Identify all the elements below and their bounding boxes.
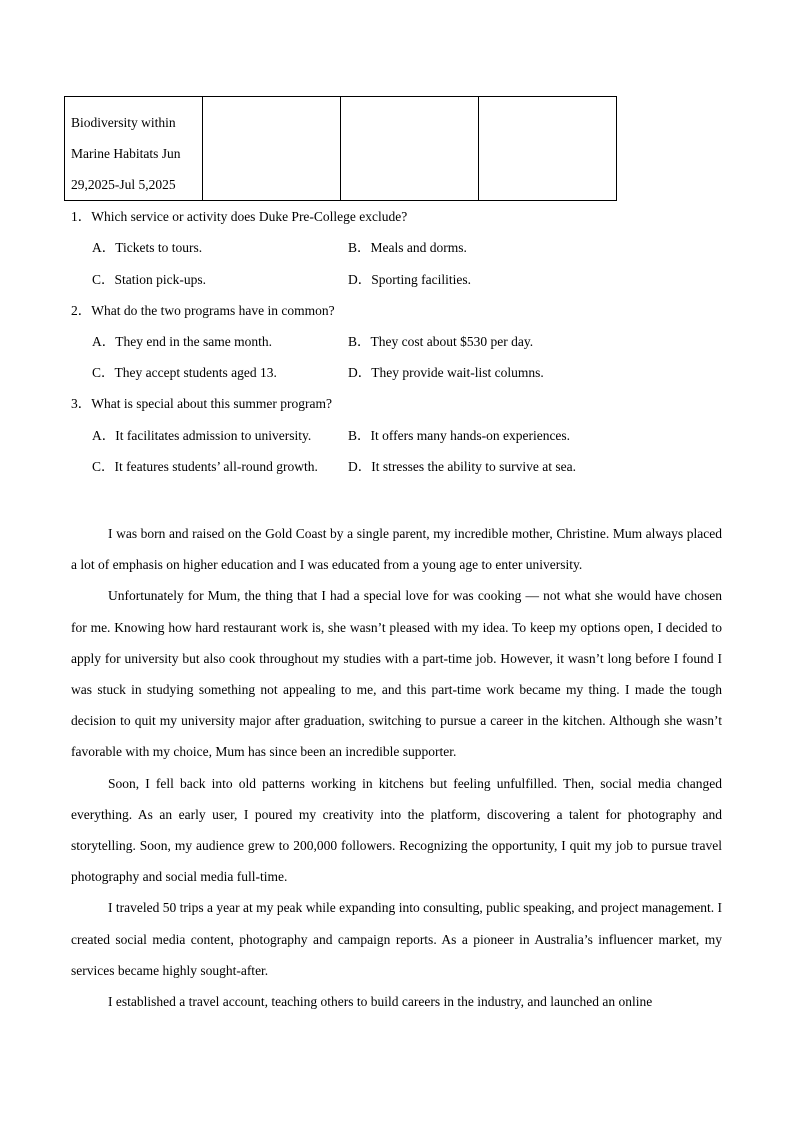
- paragraph: I was born and raised on the Gold Coast by a single parent, my incredible mother, Christine. Mum always placed a lot of emphasis on higher education and I was educated from a young age to enter university.: [71, 526, 722, 573]
- option-a: A．Tickets to tours.: [92, 240, 203, 255]
- option-c: C．Station pick-ups.: [92, 272, 206, 287]
- option-a: A．They end in the same month.: [92, 334, 272, 349]
- question-stem: 3．What is special about this summer program?: [71, 396, 332, 411]
- program-line: Biodiversity within: [71, 115, 176, 130]
- paragraph: Soon, I fell back into old patterns working in kitchens but feeling unfulfilled. Then, social media changed everything. As an early user, I poured my creativity into the platform, discovering a talent for photography and storytelling. Soon, my audience grew to 200,000 followers. Recognizing the opportunity, I quit my job to pursue travel photography and social media full-time.: [71, 775, 722, 885]
- paragraph: I traveled 50 trips a year at my peak while expanding into consulting, public speaking, and project management. I created social media content, photography and campaign reports. As a pioneer in Australia’s influencer market, my services became highly sought-after.: [71, 900, 722, 978]
- paragraph: I established a travel account, teaching others to build careers in the industry, and launched an online: [108, 994, 653, 1010]
- table-cell-empty: [341, 97, 479, 201]
- program-line: 29,2025-Jul 5,2025: [71, 177, 176, 192]
- option-b: B．They cost about $530 per day.: [348, 334, 534, 349]
- option-c: C．It features students’ all-round growth.: [92, 459, 318, 474]
- option-a: A．It facilitates admission to university.: [92, 428, 312, 443]
- option-b: B．It offers many hands-on experiences.: [348, 428, 571, 443]
- option-b: B．Meals and dorms.: [348, 240, 467, 255]
- reading-passage: [71, 518, 722, 1017]
- option-d: D．Sporting facilities.: [348, 272, 471, 287]
- option-d: D．They provide wait-list columns.: [348, 365, 544, 380]
- table-cell-empty: [479, 97, 617, 201]
- paragraph: Unfortunately for Mum, the thing that I had a special love for was cooking — not what she would have chosen for me. Knowing how hard restaurant work is, she wasn’t pleased with my idea. To keep my options open, I decided to apply for university but also cook throughout my studies with a part-time job. However, it wasn’t long before I found I was stuck in studying something not appealing to me, and this part-time work became my thing. I made the tough decision to quit my university major after graduation, switching to pursue a career in the kitchen. Although she wasn’t favorable with my choice, Mum has since been an incredible supporter.: [71, 588, 722, 760]
- program-line: Marine Habitats Jun: [71, 146, 181, 161]
- table-cell-program: [65, 97, 203, 201]
- table-cell-empty: [203, 97, 341, 201]
- table-row: [65, 97, 617, 201]
- option-d: D．It stresses the ability to survive at sea.: [348, 459, 576, 474]
- option-c: C．They accept students aged 13.: [92, 365, 277, 380]
- question-stem: 1．Which service or activity does Duke Pre-College exclude?: [71, 209, 408, 224]
- question-stem: 2．What do the two programs have in common?: [71, 303, 335, 318]
- program-table: [64, 96, 617, 201]
